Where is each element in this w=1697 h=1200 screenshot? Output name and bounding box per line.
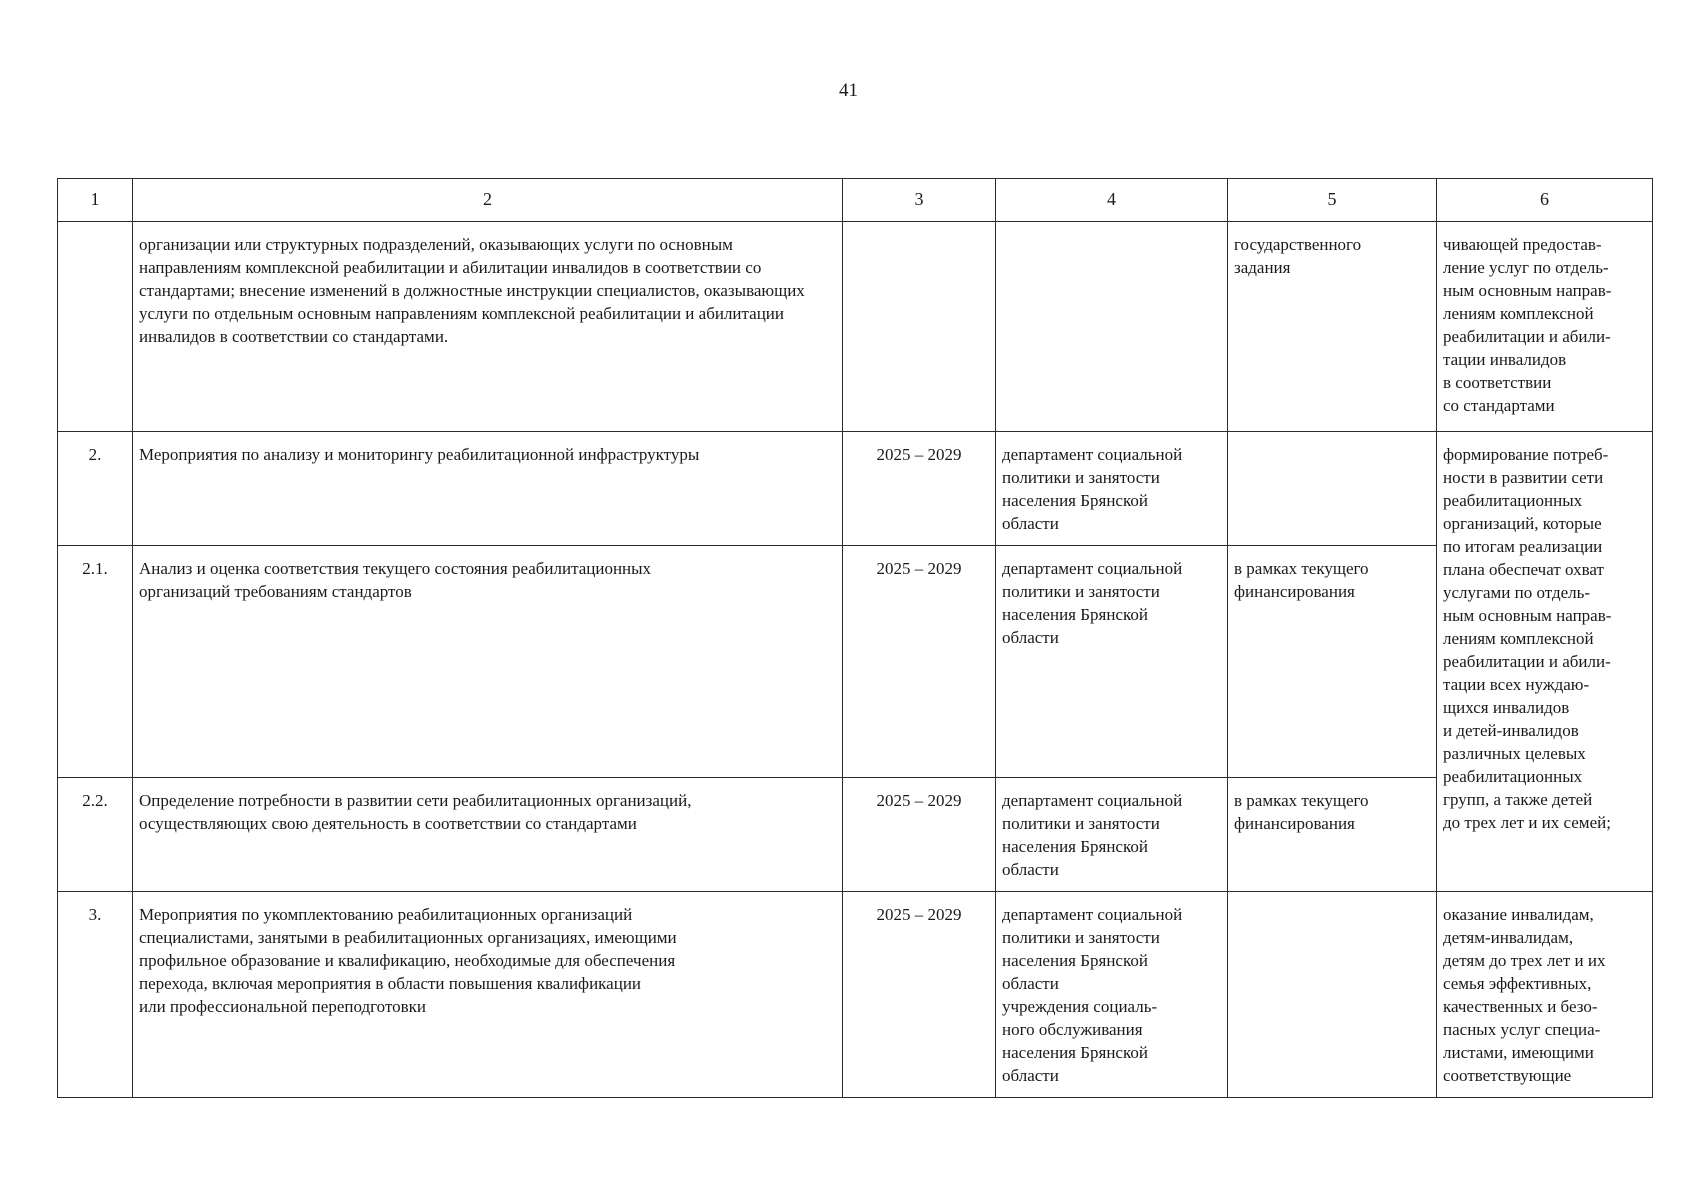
header-col-2: 2 [133,179,843,222]
funding-cell: государственного задания [1228,222,1437,432]
result-cell: чивающей предостав- ление услуг по отдель- ным основным направ- лениям комплексной реабилитации и абили- тации инвалидов в соответствии со стандартами [1437,222,1653,432]
result-cell: оказание инвалидам, детям-инвалидам, детям до трех лет и их семья эффективных, качественных и безо- пасных услуг специа- листами, имеющими соответствующие [1437,892,1653,1098]
row-number: 2. [58,432,133,546]
executor-cell: департамент социальной политики и занятости населения Брянской области [996,546,1228,778]
header-col-1: 1 [58,179,133,222]
result-cell: формирование потреб- ности в развитии сети реабилитационных организаций, которые по итогам реализации плана обеспечат охват услугами по отдель- ным основным направ- лениям комплексной реабилитации и абили- тации всех нуждаю- щихся инвалидов и детей-инвалидов различных целевых реабилитационных групп, а также детей до трех лет и их семей; [1437,432,1653,892]
plan-table [57,178,1653,1098]
header-row [58,179,1653,222]
row-number [58,222,133,432]
row-number: 3. [58,892,133,1098]
activity-cell: Анализ и оценка соответствия текущего состояния реабилитационных организаций требованиям стандартов [133,546,843,778]
table-row-3 [58,892,1653,1098]
activity-cell: Мероприятия по анализу и мониторингу реабилитационной инфраструктуры [133,432,843,546]
funding-cell [1228,892,1437,1098]
page-number: 41 [839,80,858,101]
funding-cell: в рамках текущего финансирования [1228,546,1437,778]
activity-cell: Определение потребности в развитии сети реабилитационных организаций, осуществляющих свою деятельность в соответствии со стандартами [133,778,843,892]
period-cell [843,222,996,432]
executor-cell [996,222,1228,432]
activity-cell: организации или структурных подразделений, оказывающих услуги по основным направлениям комплексной реабилитации и абилитации инвалидов в соответствии со стандартами; внесение изменений в должностные инструкции специалистов, оказывающих услуги по отдельным основным направлениям комплексной реабилитации и абилитации инвалидов в соответствии со стандартами. [133,222,843,432]
table-row-2-1 [58,546,1653,778]
activity-cell: Мероприятия по укомплектованию реабилитационных организаций специалистами, занятыми в реабилитационных организациях, имеющими профильное образование и квалификацию, необходимые для обеспечения перехода, включая мероприятия в области повышения квалификации или профессиональной переподготовки [133,892,843,1098]
executor-cell: департамент социальной политики и занятости населения Брянской области [996,778,1228,892]
header-col-4: 4 [996,179,1228,222]
period-cell: 2025 – 2029 [843,432,996,546]
funding-cell [1228,432,1437,546]
period-cell: 2025 – 2029 [843,546,996,778]
period-cell: 2025 – 2029 [843,892,996,1098]
period-cell: 2025 – 2029 [843,778,996,892]
row-number: 2.1. [58,546,133,778]
header-col-5: 5 [1228,179,1437,222]
row-number: 2.2. [58,778,133,892]
header-col-3: 3 [843,179,996,222]
executor-cell: департамент социальной политики и занятости населения Брянской области [996,432,1228,546]
table-row-continuation [58,222,1653,432]
header-col-6: 6 [1437,179,1653,222]
executor-cell: департамент социальной политики и занятости населения Брянской области учреждения социаль- ного обслуживания населения Брянской области [996,892,1228,1098]
table-row-2 [58,432,1653,546]
table-row-2-2 [58,778,1653,892]
funding-cell: в рамках текущего финансирования [1228,778,1437,892]
